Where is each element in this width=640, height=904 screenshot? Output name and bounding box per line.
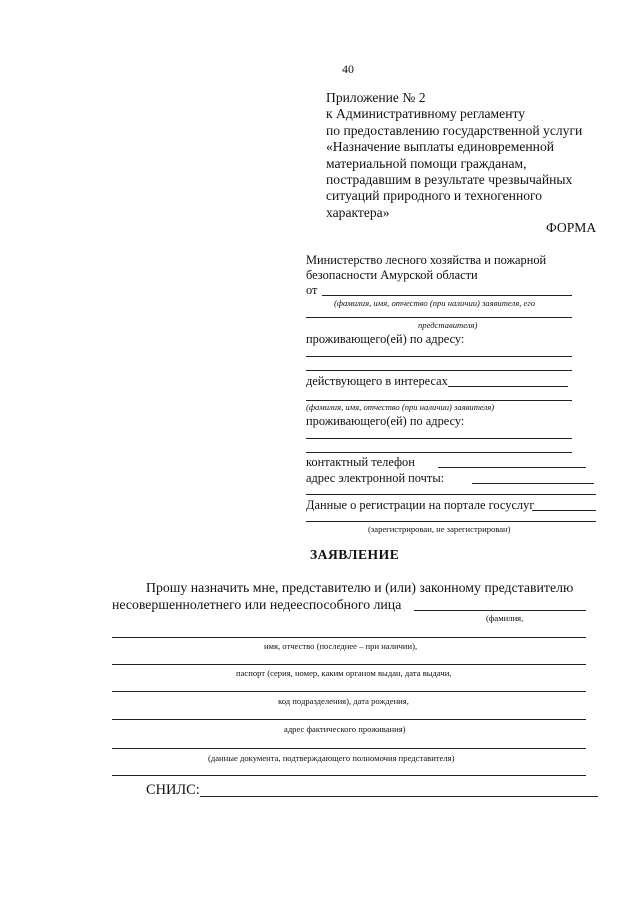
phone-field[interactable] — [438, 467, 586, 468]
hint-name: имя, отчество (последнее – при наличии), — [264, 641, 418, 651]
hint-representative: представителя) — [418, 320, 478, 330]
gosuslugi-field[interactable] — [532, 510, 596, 511]
acting-for-field-2[interactable] — [306, 400, 572, 401]
actual-address-field[interactable] — [112, 719, 586, 720]
residing-label: проживающего(ей) по адресу: — [306, 332, 465, 346]
appendix-line: Приложение № 2 — [326, 90, 426, 105]
email-field-2[interactable] — [306, 494, 596, 495]
extra-line-field[interactable] — [112, 775, 586, 776]
representative-document-field[interactable] — [112, 748, 586, 749]
acting-label: действующего в интересах — [306, 374, 448, 388]
residing2-label: проживающего(ей) по адресу: — [306, 414, 465, 428]
statement-title: ЗАЯВЛЕНИЕ — [310, 547, 400, 562]
phone-label: контактный телефон — [306, 455, 415, 469]
person-name-field[interactable] — [112, 637, 586, 638]
passport-field[interactable] — [112, 664, 586, 665]
appendix-line: пострадавшим в результате чрезвычайных — [326, 172, 573, 188]
statement-line-2: несовершеннолетнего или недееспособного лица — [112, 597, 402, 612]
addressee-region: безопасности Амурской области — [306, 268, 478, 282]
applicant-name-field-2[interactable] — [306, 317, 572, 318]
form-label: ФОРМА — [546, 220, 597, 235]
gosuslugi-label: Данные о регистрации на портале госуслуг — [306, 498, 535, 512]
from-label: от — [306, 283, 318, 297]
applicant-name-field[interactable] — [322, 295, 572, 296]
addressee-ministry: Министерство лесного хозяйства и пожарной — [306, 253, 547, 267]
gosuslugi-field-2[interactable] — [306, 521, 596, 522]
email-label: адрес электронной почты: — [306, 471, 445, 485]
appendix-header — [326, 90, 616, 221]
address-field-1[interactable] — [306, 356, 572, 357]
hint-applicant-name: (фамилия, имя, отчество (при наличии) заявителя, его — [334, 298, 536, 308]
hint-surname: (фамилия, — [486, 613, 524, 623]
address2-field-1[interactable] — [306, 438, 572, 439]
appendix-line: к Административному регламенту — [326, 106, 526, 122]
email-field[interactable] — [472, 483, 594, 484]
snils-field[interactable] — [200, 796, 598, 797]
snils-label: СНИЛС: — [146, 782, 200, 798]
person-surname-field[interactable] — [414, 610, 586, 611]
address2-field-2[interactable] — [306, 452, 572, 453]
hint-code: код подразделения), дата рождения, — [278, 696, 409, 706]
hint-document: (данные документа, подтверждающего полномочия представителя) — [208, 753, 455, 763]
page-number: 40 — [342, 62, 354, 76]
appendix-line: материальной помощи гражданам, — [326, 155, 527, 171]
division-code-field[interactable] — [112, 691, 586, 692]
hint-passport: паспорт (серия, номер, каким органом выдан, дата выдачи, — [236, 668, 452, 678]
appendix-line: по предоставлению государственной услуги — [326, 122, 583, 138]
statement-line-1: Прошу назначить мне, представителю и (или) законному представителю — [146, 580, 574, 595]
hint-applicant: (фамилия, имя, отчество (при наличии) заявителя) — [306, 402, 495, 412]
acting-for-field[interactable] — [448, 386, 568, 387]
appendix-line: «Назначение выплаты единовременной — [326, 139, 555, 155]
address-field-2[interactable] — [306, 370, 572, 371]
appendix-line: характера» — [326, 204, 390, 220]
hint-registered: (зарегистрирован, не зарегистрирован) — [368, 524, 511, 534]
appendix-line: ситуаций природного и техногенного — [326, 188, 543, 204]
hint-address: адрес фактического проживания) — [284, 724, 406, 734]
